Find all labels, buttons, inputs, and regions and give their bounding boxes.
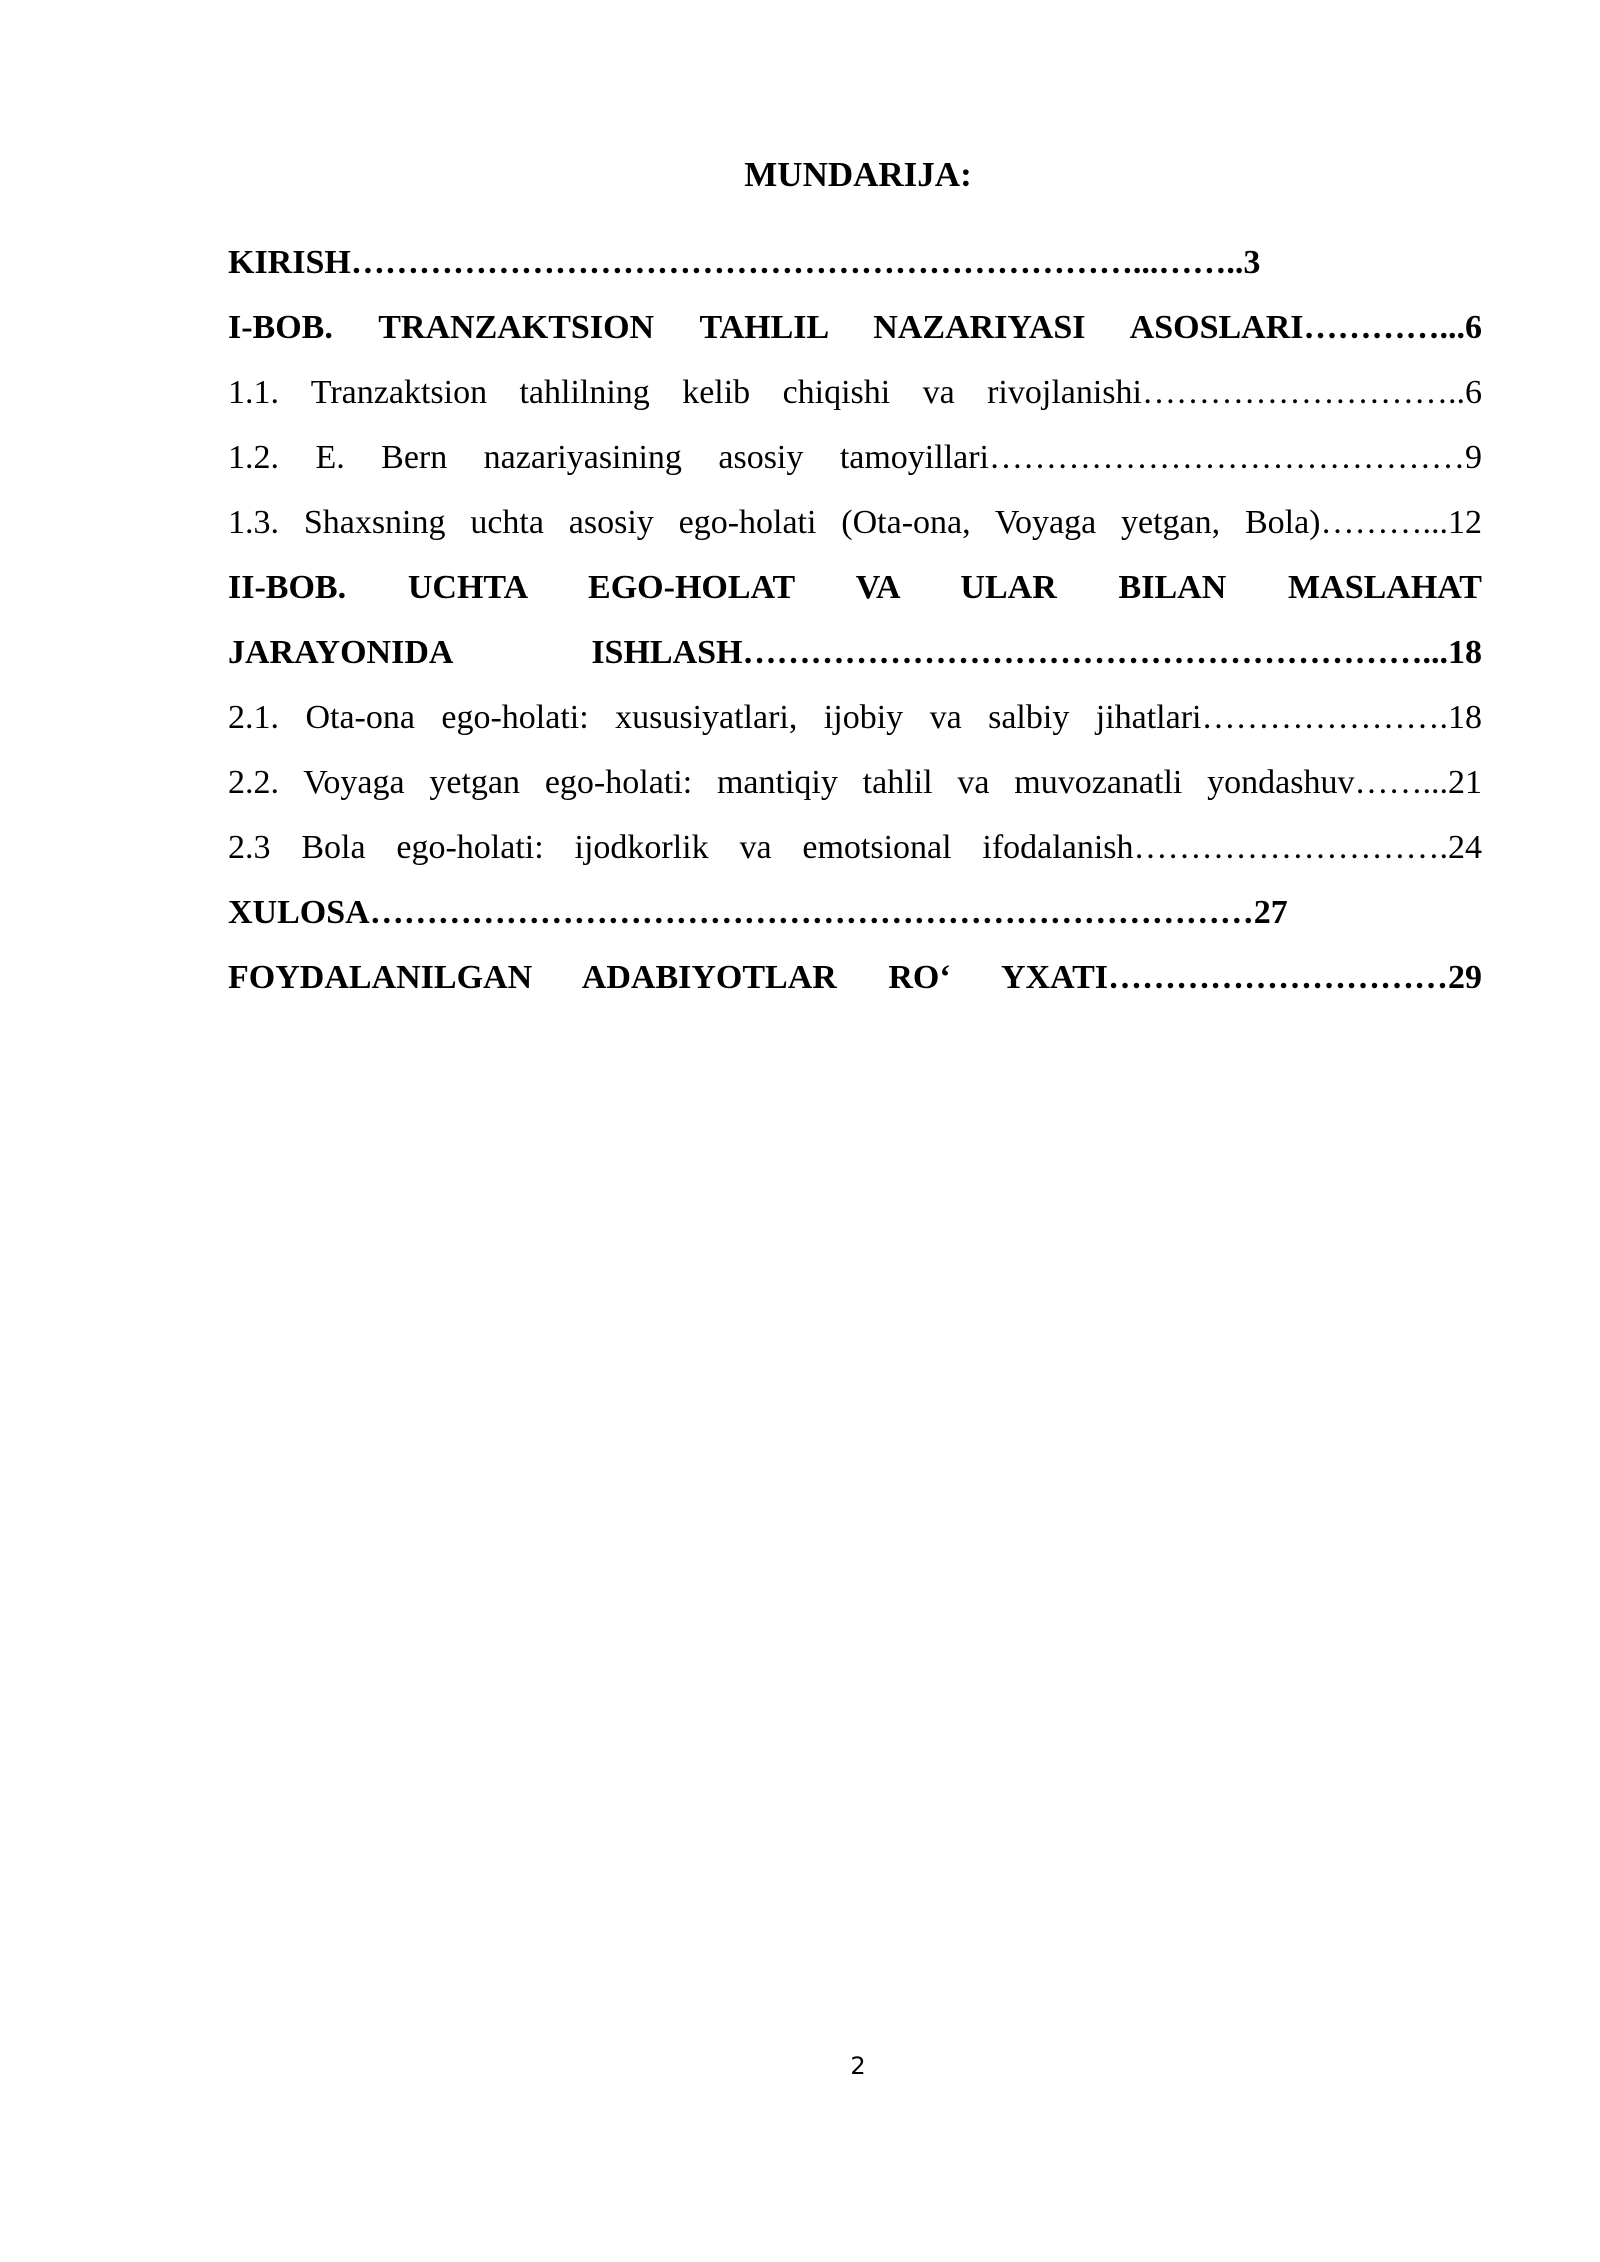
toc-entry-section-1-1[interactable]: 1.1. Tranzaktsion tahlilning kelib chiqishi va rivojlanishi………………………..6 <box>228 374 1482 411</box>
toc-entry-section-1-2[interactable]: 1.2. E. Bern nazariyasining asosiy tamoyillari……………………………………9 <box>228 439 1482 476</box>
toc-entry-section-1-3[interactable]: 1.3. Shaxsning uchta asosiy ego-holati (Ota-ona, Voyaga yetgan, Bola)………...12 <box>228 504 1482 541</box>
toc-entry-kirish[interactable]: KIRISH……………………………………………………………...……..3 <box>228 244 1261 281</box>
page-number: 2 <box>850 2052 866 2080</box>
toc-entry-section-2-3[interactable]: 2.3 Bola ego-holati: ijodkorlik va emotsional ifodalanish……………………….24 <box>228 829 1482 866</box>
toc-entry-chapter-2-line-2[interactable]: JARAYONIDA ISHLASH……………………………………………………...18 <box>228 634 1482 671</box>
toc-entry-references[interactable]: FOYDALANILGAN ADABIYOTLAR RO‘ YXATI…………………………29 <box>228 959 1482 996</box>
table-of-contents <box>228 237 1482 1017</box>
toc-entry-section-2-2[interactable]: 2.2. Voyaga yetgan ego-holati: mantiqiy tahlil va muvozanatli yondashuv……...21 <box>228 764 1482 801</box>
toc-entry-chapter-1[interactable]: I-BOB. TRANZAKTSION TAHLIL NAZARIYASI ASOSLARI…………...6 <box>228 309 1482 346</box>
toc-entry-section-2-1[interactable]: 2.1. Ota-ona ego-holati: xususiyatlari, ijobiy va salbiy jihatlari………………….18 <box>228 699 1482 736</box>
toc-entry-xulosa[interactable]: XULOSA……………………………………………………………………27 <box>228 894 1288 931</box>
toc-heading: MUNDARIJA: <box>744 155 972 194</box>
toc-entry-chapter-2-line-1[interactable]: II-BOB. UCHTA EGO-HOLAT VA ULAR BILAN MASLAHAT <box>228 569 1482 606</box>
